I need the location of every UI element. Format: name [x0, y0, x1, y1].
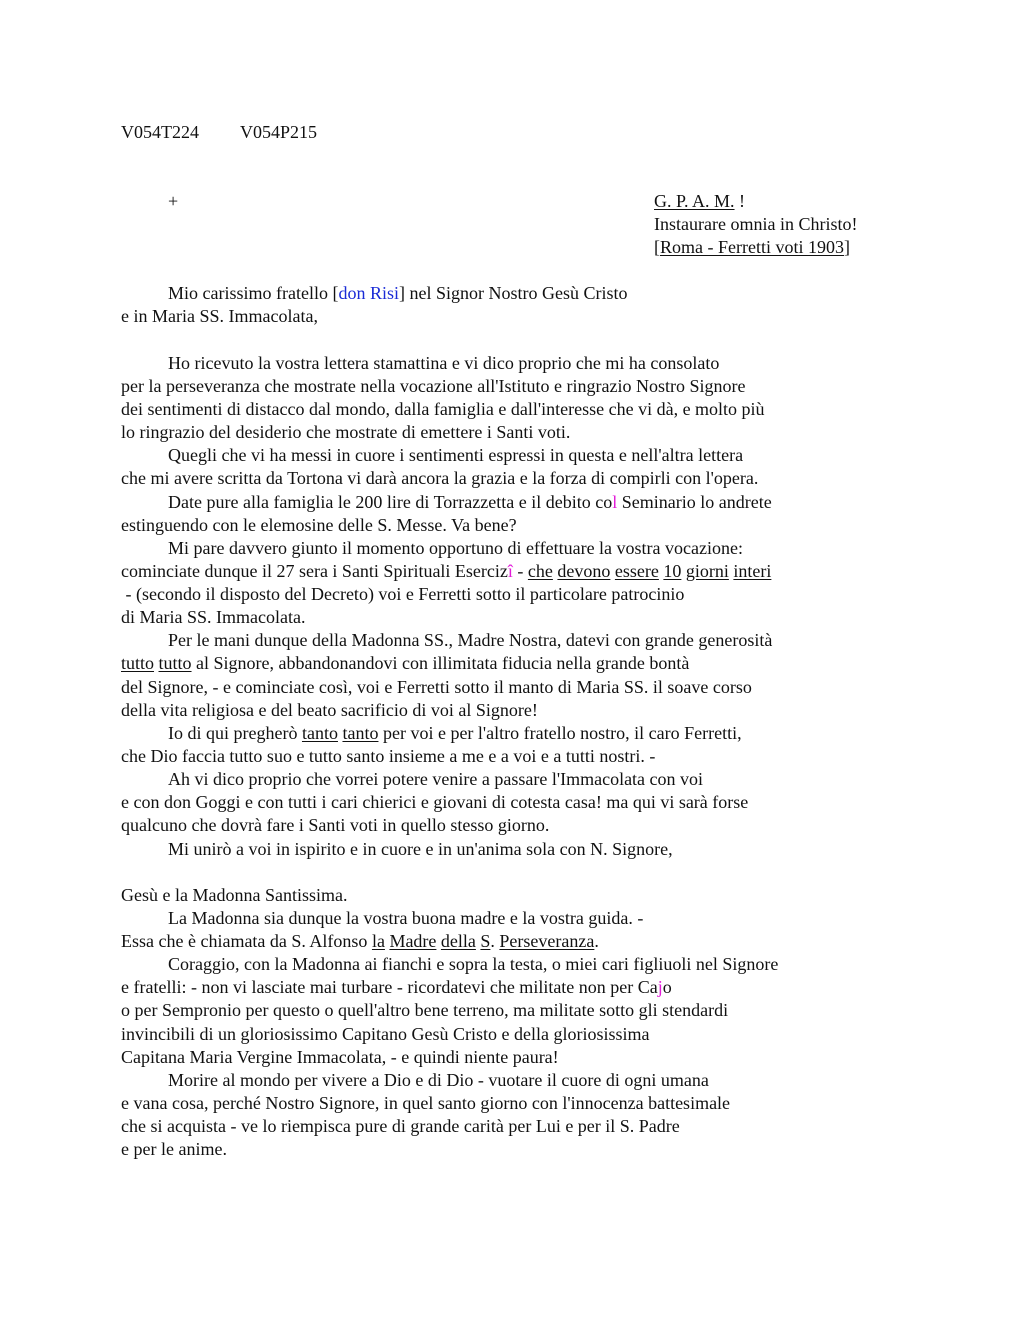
body-line: di Maria SS. Immacolata.: [121, 607, 306, 627]
body-line: invincibili di un gloriosissimo Capitano Gesù Cristo e della gloriosissima: [121, 1024, 650, 1044]
body-line: Ho ricevuto la vostra lettera stamattina e vi dico proprio che mi ha consolato: [168, 353, 720, 373]
body-line: del Signore, - e cominciate così, voi e Ferretti sotto il manto di Maria SS. il soave corso: [121, 677, 752, 697]
body-line: Essa che è chiamata da S. Alfonso la Madre della S. Perseveranza.: [121, 931, 599, 951]
body-line: qualcuno che dovrà fare i Santi voti in quello stesso giorno.: [121, 815, 550, 835]
body-line: che mi avere scritta da Tortona vi darà ancora la grazia e la forza di compirli con l'opera.: [121, 468, 759, 488]
body-line: estinguendo con le elemosine delle S. Messe. Va bene?: [121, 515, 517, 535]
greeting-line-2: e in Maria SS. Immacolata,: [121, 306, 318, 326]
cross-symbol: +: [168, 191, 179, 211]
body-line: della vita religiosa e del beato sacrificio di voi al Signore!: [121, 700, 538, 720]
body-line: - (secondo il disposto del Decreto) voi e Ferretti sotto il particolare patrocinio: [121, 584, 685, 604]
body-line: dei sentimenti di distacco dal mondo, dalla famiglia e dall'interesse che vi dà, e molto più: [121, 399, 765, 419]
body-line: e vana cosa, perché Nostro Signore, in quel santo giorno con l'innocenza battesimale: [121, 1093, 731, 1113]
greeting-line-1: Mio carissimo fratello [don Risi] nel Signor Nostro Gesù Cristo: [168, 283, 628, 303]
heading-motto: Instaurare omnia in Christo!: [654, 214, 858, 234]
body-line: Gesù e la Madonna Santissima.: [121, 885, 348, 905]
heading-place-date: [Roma - Ferretti voti 1903]: [654, 237, 850, 257]
body-line: Mi pare davvero giunto il momento opportuno di effettuare la vostra vocazione:: [168, 538, 743, 558]
body-line: o per Sempronio per questo o quell'altro bene terreno, ma militate sotto gli stendardi: [121, 1000, 729, 1020]
body-line: La Madonna sia dunque la vostra buona madre e la vostra guida. -: [168, 908, 644, 928]
body-line: Quegli che vi ha messi in cuore i sentimenti espressi in questa e nell'altra lettera: [168, 445, 744, 465]
body-line: Per le mani dunque della Madonna SS., Madre Nostra, datevi con grande generosità: [168, 630, 773, 650]
body-line: Capitana Maria Vergine Immacolata, - e quindi niente paura!: [121, 1047, 559, 1067]
archive-code-left: V054T224: [121, 122, 199, 142]
body-line: cominciate dunque il 27 sera i Santi Spirituali Esercizî - che devono essere 10 giorni interi: [121, 561, 772, 581]
heading-gpam: G. P. A. M. !: [654, 191, 746, 211]
body-line: tutto tutto al Signore, abbandonandovi con illimitata fiducia nella grande bontà: [121, 653, 690, 673]
body-line: Io di qui pregherò tanto tanto per voi e per l'altro fratello nostro, il caro Ferretti,: [168, 723, 742, 743]
body-line: che si acquista - ve lo riempisca pure di grande carità per Lui e per il S. Padre: [121, 1116, 680, 1136]
body-line: Ah vi dico proprio che vorrei potere venire a passare l'Immacolata con voi: [168, 769, 704, 789]
body-line: Date pure alla famiglia le 200 lire di Torrazzetta e il debito col Seminario lo andrete: [168, 492, 772, 512]
archive-code-right: V054P215: [240, 122, 318, 142]
body-line: Mi unirò a voi in ispirito e in cuore e in un'anima sola con N. Signore,: [168, 839, 673, 859]
body-line: e fratelli: - non vi lasciate mai turbare - ricordatevi che militate non per Cajo: [121, 977, 672, 997]
body-line: Morire al mondo per vivere a Dio e di Dio - vuotare il cuore di ogni umana: [168, 1070, 709, 1090]
place-date-text: Roma - Ferretti voti 1903: [660, 237, 844, 257]
body-line: e per le anime.: [121, 1139, 227, 1159]
body-line: e con don Goggi e con tutti i cari chierici e giovani di cotesta casa! ma qui vi sarà forse: [121, 792, 749, 812]
gpam-text: G. P. A. M.: [654, 191, 735, 211]
body-line: Coraggio, con la Madonna ai fianchi e sopra la testa, o miei cari figliuoli nel Signore: [168, 954, 779, 974]
body-line: che Dio faccia tutto suo e tutto santo insieme a me e a voi e a tutti nostri. -: [121, 746, 656, 766]
recipient-name: don Risi: [338, 283, 399, 303]
body-line: lo ringrazio del desiderio che mostrate di emettere i Santi voti.: [121, 422, 571, 442]
body-line: per la perseveranza che mostrate nella vocazione all'Istituto e ringrazio Nostro Signore: [121, 376, 746, 396]
